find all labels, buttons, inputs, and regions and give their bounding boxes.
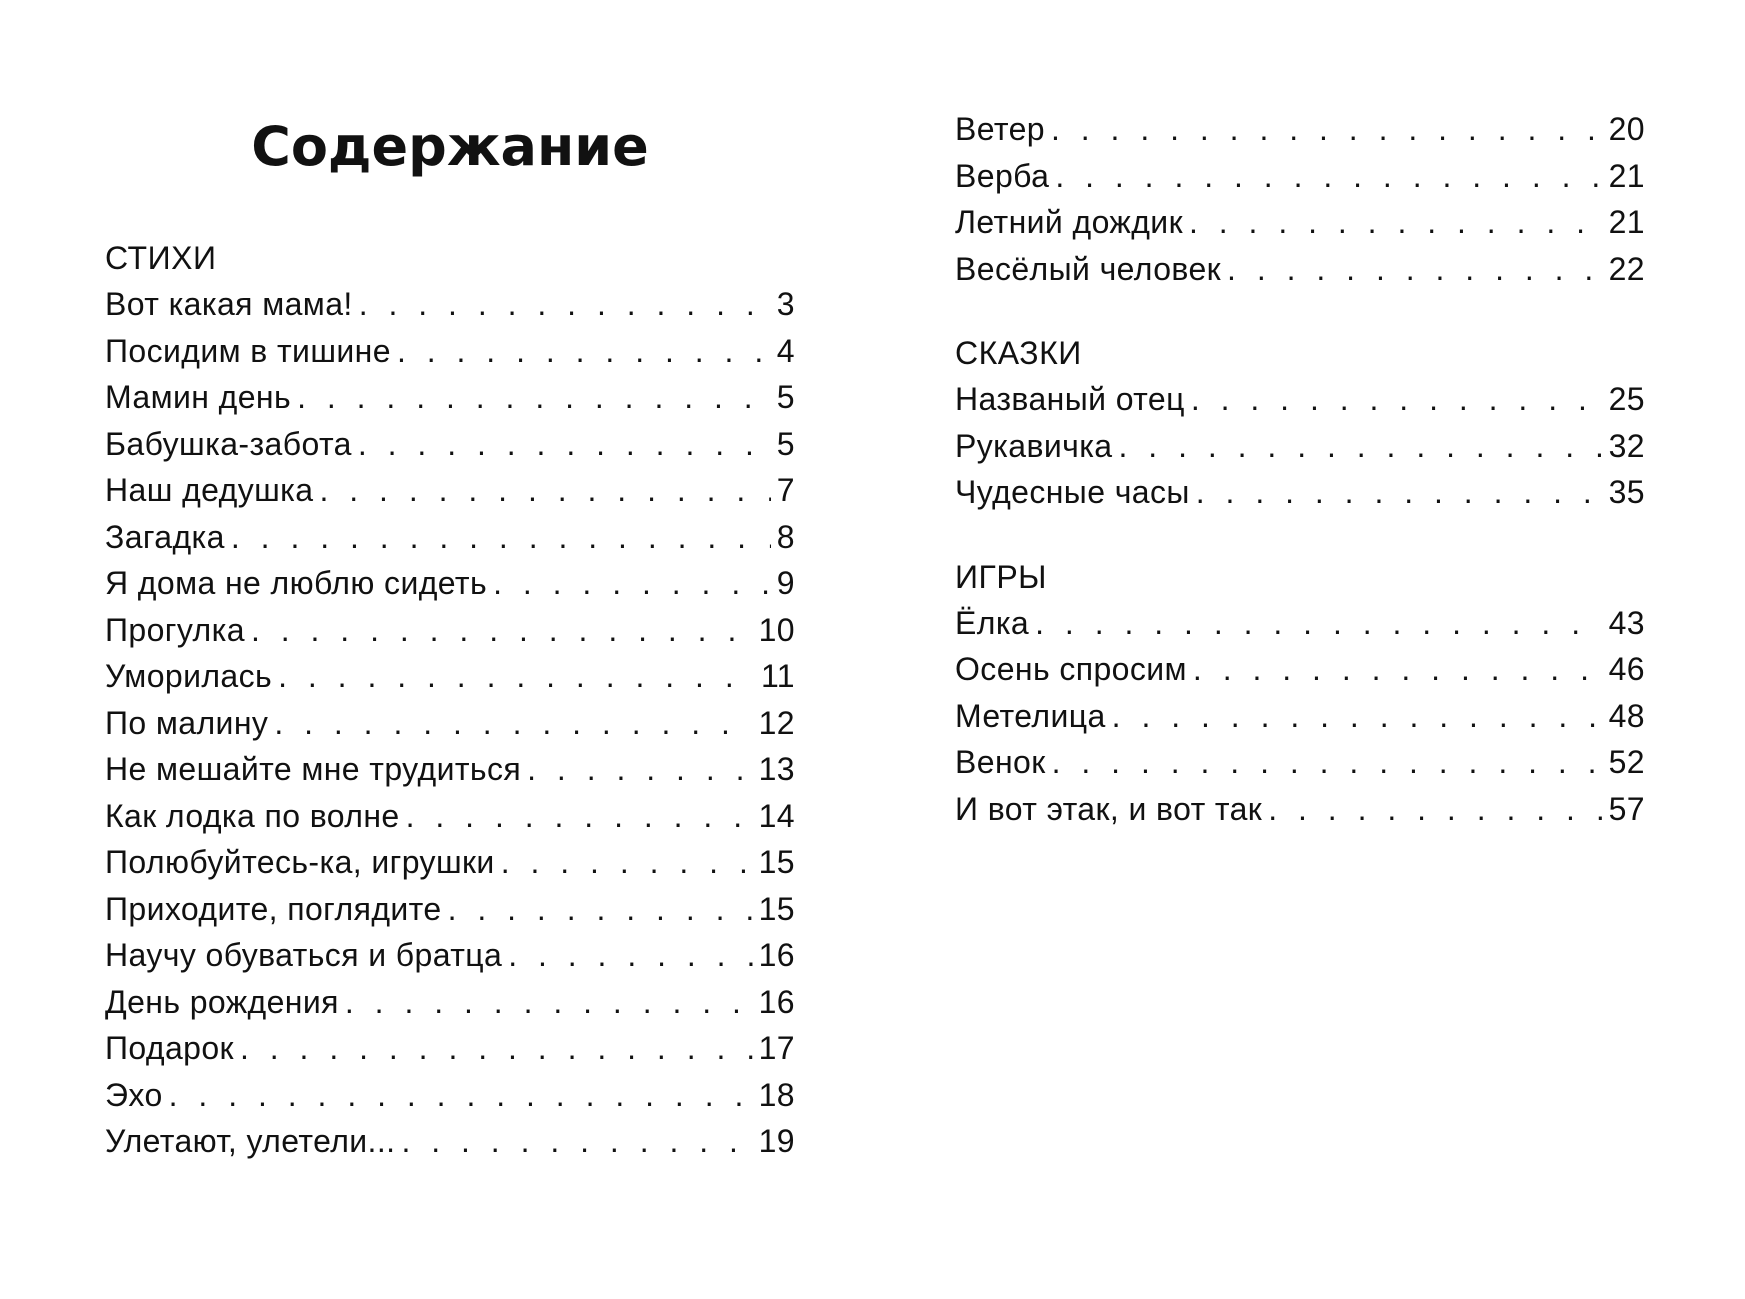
toc-entry-page-number: 5 (776, 379, 795, 415)
dot-leader (406, 793, 753, 840)
toc-entry-page-number: 15 (758, 890, 795, 927)
toc-entry-title: Верба (955, 157, 1050, 194)
toc-entry-page-number: 9 (776, 565, 795, 601)
toc-entry (105, 653, 795, 700)
toc-list-games (955, 600, 1645, 833)
toc-entry-page-number: 57 (1608, 790, 1645, 827)
toc-entry (955, 693, 1645, 740)
toc-entry-page-number: 43 (1608, 604, 1645, 641)
section-heading-games: ИГРЫ (955, 558, 1047, 595)
dot-leader (501, 839, 753, 886)
toc-entry-title: Я дома не люблю сидеть (105, 565, 488, 601)
dot-leader (493, 560, 771, 607)
toc-entry-title: Эхо (105, 1076, 163, 1113)
toc-entry-title: По малину (105, 704, 269, 741)
toc-entry-title: Наш дедушка (105, 472, 314, 508)
toc-list-poems-continued (955, 106, 1645, 292)
dot-leader (1035, 600, 1602, 647)
dot-leader (1055, 153, 1602, 200)
dot-leader (1227, 246, 1603, 293)
toc-entry (105, 514, 795, 561)
toc-entry-page-number: 22 (1608, 250, 1645, 287)
right-column (955, 106, 1645, 832)
toc-entry (105, 374, 795, 421)
toc-entry-title: Чудесные часы (955, 474, 1190, 510)
toc-entry (955, 246, 1645, 293)
toc-entry-title: Венок (955, 744, 1046, 780)
dot-leader (319, 467, 770, 514)
toc-entry (955, 153, 1645, 200)
toc-entry (105, 932, 795, 979)
toc-entry-title: Метелица (955, 697, 1106, 734)
toc-entry-page-number: 35 (1608, 474, 1645, 510)
toc-entry-title: Полюбуйтесь-ка, игрушки (105, 844, 495, 880)
toc-entry-page-number: 17 (758, 1030, 795, 1066)
dot-leader (240, 1025, 753, 1072)
section-heading-poems: СТИХИ (105, 240, 217, 276)
toc-entry-title: Уморилась (105, 658, 273, 694)
toc-entry-title: Научу обуваться и братца (105, 937, 503, 973)
section-gap (955, 292, 1645, 330)
toc-entry-page-number: 4 (776, 332, 795, 369)
dot-leader (274, 700, 752, 747)
toc-entry-title: Весёлый человек (955, 250, 1222, 287)
toc-entry-title: И вот этак, и вот так (955, 790, 1263, 827)
toc-entry (105, 281, 795, 328)
toc-entry-title: Загадка (105, 518, 225, 555)
toc-entry (105, 839, 795, 886)
dot-leader (1196, 469, 1603, 516)
section-heading-tales: СКАЗКИ (955, 335, 1082, 371)
toc-entry-title: Ветер (955, 111, 1045, 147)
toc-entry (105, 607, 795, 654)
toc-entry-page-number: 46 (1608, 651, 1645, 687)
toc-entry-title: Вот какая мама! (105, 286, 353, 322)
toc-entry (105, 467, 795, 514)
toc-entry (955, 376, 1645, 423)
dot-leader (1051, 106, 1603, 153)
toc-entry-title: Не мешайте мне трудиться (105, 751, 522, 787)
toc-entry (105, 886, 795, 933)
toc-entry-page-number: 7 (776, 472, 795, 508)
toc-entry-title: Приходите, поглядите (105, 890, 442, 927)
toc-entry-page-number: 18 (758, 1076, 795, 1113)
toc-entry-title: Мамин день (105, 379, 292, 415)
toc-entry-title: Осень спросим (955, 651, 1187, 687)
toc-entry (955, 600, 1645, 647)
toc-entry (105, 560, 795, 607)
toc-entry-page-number: 16 (758, 983, 795, 1020)
toc-entry (955, 423, 1645, 470)
toc-entry-title: Подарок (105, 1030, 234, 1066)
section-games (955, 554, 1645, 833)
toc-entry (105, 328, 795, 375)
section-poems (105, 235, 795, 1165)
toc-entry-page-number: 13 (758, 751, 795, 787)
dot-leader (508, 932, 752, 979)
toc-entry (105, 421, 795, 468)
toc-entry (105, 1025, 795, 1072)
toc-entry-title: Бабушка-забота (105, 425, 352, 462)
toc-entry (105, 1118, 795, 1165)
toc-list-poems (105, 281, 795, 1165)
dot-leader (345, 979, 753, 1026)
toc-entry-page-number: 21 (1608, 204, 1645, 240)
dot-leader (278, 653, 755, 700)
toc-entry (955, 199, 1645, 246)
toc-entry (105, 1072, 795, 1119)
toc-entry-title: Ёлка (955, 604, 1030, 641)
toc-entry-title: Улетают, улетели... (105, 1123, 396, 1159)
toc-entry (105, 746, 795, 793)
dot-leader (397, 328, 771, 375)
toc-entry-page-number: 32 (1608, 427, 1645, 464)
toc-entry-page-number: 25 (1608, 381, 1645, 417)
toc-entry-page-number: 14 (758, 797, 795, 834)
toc-entry-page-number: 48 (1608, 697, 1645, 734)
dot-leader (358, 421, 771, 468)
toc-entry (955, 786, 1645, 833)
dot-leader (251, 607, 753, 654)
section-tales (955, 330, 1645, 516)
dot-leader (1189, 199, 1603, 246)
toc-entry-page-number: 12 (758, 704, 795, 741)
toc-list-tales (955, 376, 1645, 516)
toc-entry-title: Названый отец (955, 381, 1185, 417)
dot-leader (169, 1072, 753, 1119)
toc-entry-title: Посидим в тишине (105, 332, 391, 369)
dot-leader (297, 374, 771, 421)
toc-entry (105, 793, 795, 840)
toc-entry-page-number: 5 (776, 425, 795, 462)
toc-entry-page-number: 8 (776, 518, 795, 555)
section-gap (955, 516, 1645, 554)
toc-entry-title: День рождения (105, 983, 339, 1020)
toc-entry (955, 106, 1645, 153)
toc-entry-page-number: 15 (758, 844, 795, 880)
dot-leader (1112, 693, 1603, 740)
dot-leader (1193, 646, 1603, 693)
toc-entry (955, 739, 1645, 786)
toc-entry-title: Летний дождик (955, 204, 1183, 240)
dot-leader (359, 281, 771, 328)
toc-entry-page-number: 52 (1608, 744, 1645, 780)
toc-entry-title: Рукавичка (955, 427, 1113, 464)
dot-leader (448, 886, 753, 933)
toc-entry (955, 469, 1645, 516)
toc-entry-page-number: 10 (758, 611, 795, 648)
toc-entry-page-number: 3 (776, 286, 795, 322)
toc-entry-page-number: 19 (758, 1123, 795, 1159)
dot-leader (1052, 739, 1603, 786)
toc-entry-page-number: 16 (758, 937, 795, 973)
toc-entry (105, 700, 795, 747)
toc-entry-page-number: 11 (760, 658, 795, 694)
toc-entry-page-number: 21 (1608, 157, 1645, 194)
toc-entry (955, 646, 1645, 693)
section-poems-continued (955, 106, 1645, 292)
dot-leader (1268, 786, 1602, 833)
page-title: Содержание (251, 115, 649, 178)
toc-entry-title: Прогулка (105, 611, 245, 648)
toc-entry-title: Как лодка по волне (105, 797, 400, 834)
dot-leader (231, 514, 771, 561)
dot-leader (1119, 423, 1603, 470)
dot-leader (1191, 376, 1603, 423)
dot-leader (527, 746, 752, 793)
toc-entry (105, 979, 795, 1026)
dot-leader (401, 1118, 752, 1165)
toc-entry-page-number: 20 (1608, 111, 1645, 147)
